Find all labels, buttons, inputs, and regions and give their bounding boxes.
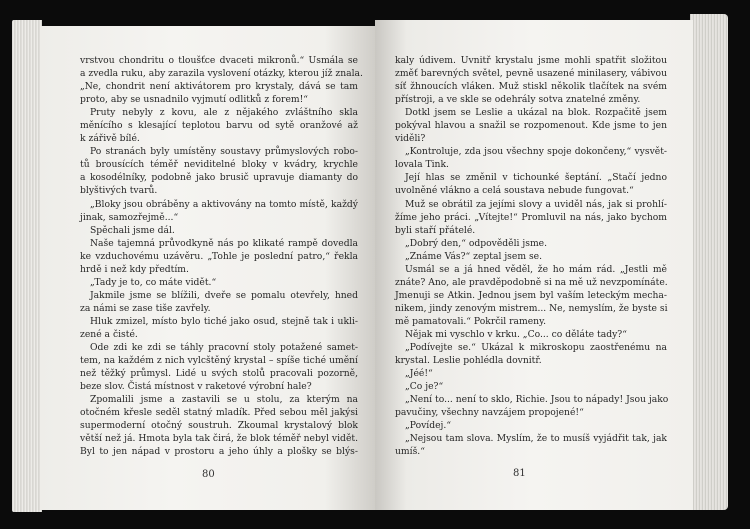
text-line: supermoderní otočný soustruh. Zkoumal krystalový blok [80,420,358,432]
text-line: zené a čisté. [80,328,138,340]
text-line: byli staří přátelé. [395,224,476,236]
text-line: za námi se zase tiše zavřely. [80,302,211,314]
text-line: Zpomalili jsme a zastavili se u stolu, za kterým na [90,394,358,406]
text-line: Muž se obrátil za jejími slovy a uviděl nás, jak si prohlí- [405,198,667,210]
text-line: mě pamatovali.“ Pokrčil rameny. [395,315,546,327]
text-line: k zářivě bílé. [80,133,140,145]
text-line: vrstvou chondritu o tloušťce dvaceti mikronů.“ Usmála se [80,55,358,66]
text-line: „Kontroluje, zda jsou všechny spoje dokončeny,“ vysvět- [405,146,667,158]
text-line: hrdě i než kdy předtím. [80,263,189,275]
text-line: než těžký průmysl. Lidé u svých stolů pracovali pozorně, [80,368,358,380]
text-line: kaly údivem. Uvnitř krystalu jsme mohli spatřit složitou [395,55,667,66]
text-line: Nějak mi vyschlo v krku. „Co... co děláte tady?“ [405,328,627,340]
text-line: „Dobrý den,“ odpověděli jsme. [405,237,548,249]
text-line: „Známe Vás?“ zeptal jsem se. [405,250,543,262]
text-line: „Povídej.“ [405,420,452,432]
text-line: beze slov. Čistá místnost v raketové výrobní hale? [80,381,312,393]
text-line: a zvedla ruku, aby zarazila vyslovení otázky, kterou jíž znala. [80,68,363,80]
text-line: Byl to jen nápad v prostoru a jeho úhly a plošky se blýs- [80,446,358,458]
text-line: „Podívejte se.“ Ukázal k mikroskopu zaostřenému na [405,342,667,354]
text-line: Spěchali jsme dál. [90,224,175,236]
text-line: Hluk zmizel, místo bylo tiché jako osud, stejně tak i ukli- [90,315,358,327]
text-line: otočném křesle seděl statný mladík. Před sebou měl jakýsi [80,407,358,419]
text-line: krystal. Leslie pohlédla dovnitř. [395,355,542,367]
text-line: Po stranách byly umístěny soustavy průmyslových robo- [90,146,358,158]
text-line: blyštivých tvarů. [80,185,158,197]
right-page-text [395,54,667,458]
page-number-right: 81 [513,468,526,479]
text-line: síť žhnoucích vláken. Muž stiskl několik tlačítek na svém [395,81,667,93]
text-line: Ode zdi ke zdi se táhly pracovní stoly potažené samet- [90,342,358,354]
text-line: tů brousících téměř neviditelné bloky v kvádry, krychle [80,159,358,171]
text-line: „Bloky jsou obráběny a aktivovány na tomto místě, každý [90,198,358,210]
text-line: větší než já. Hmota byla tak čirá, že blok téměř nebyl vidět. [80,433,358,445]
text-line: měnícího s klesající teplotou barvu od sytě oranžové až [80,120,358,132]
text-line: ke vzduchovému uzávěru. „Tohle je poslední patro,“ řekla [80,250,358,262]
text-line: znáte? Ano, ale pravděpodobně si na mě už nevzpomínáte. [395,276,668,288]
text-line: „Ne, chondrit není aktivátorem pro krystaly, dává se tam [80,81,358,93]
left-page-text [80,54,363,458]
text-line: Jmenuji se Atkin. Jednou jsem byl vaším leteckým mecha- [395,289,667,301]
text-line: umíš.“ [395,446,425,458]
text-line: „Nejsou tam slova. Myslím, že to musíš vyjádřit tak, jak [405,433,667,445]
text-line: lovala Tink. [395,159,449,171]
text-line: žíme jeho práci. „Vítejte!“ Promluvil na nás, jako bychom [395,211,667,223]
text-line: proto, aby se usnadnilo vyjmutí odlitků z forem!“ [80,94,308,106]
text-line: jinak, samozřejmě...“ [80,211,179,223]
right-page [375,20,693,510]
text-line: Dotkl jsem se Leslie a ukázal na blok. Rozpačitě jsem [405,107,667,119]
text-line: Jakmile jsme se blížili, dveře se pomalu otevřely, hned [90,289,358,301]
text-line: uvolněné vlákno a celá soustava nebude fungovat.“ [395,185,634,197]
page-edges-left [12,20,42,512]
text-line: tem, na každém z nich vylcštěný krystal – spíše tiché umění [80,355,358,367]
text-line: Usmál se a já hned věděl, že ho mám rád. „Jestli mě [405,263,667,275]
text-line: změť barevných světel, pevně usazené minilasery, vábivou [395,68,667,80]
page-edges-right [690,14,728,510]
text-line: Její hlas se změnil v tichounké šeptání. „Stačí jedno [405,172,667,184]
text-line: „Co je?“ [405,381,444,393]
page-number-left: 80 [202,469,215,480]
text-line: a kosodélníky, podobně jako brusič upravuje diamanty do [80,172,358,184]
text-line: „Jéé!“ [405,368,433,380]
text-line: „Není to... není to sklo, Richie. Jsou to nápady! Jsou jako [405,394,669,406]
text-line: pavučiny, všechny navzájem propojené!“ [395,407,584,419]
text-line: Naše tajemná průvodkyně nás po klikaté rampě dovedla [90,237,358,249]
text-line: viděli? [395,133,426,145]
text-line: pokýval hlavou a snažil se rozpomenout. Kde jsme to jen [395,120,667,132]
text-line: nikem, jindy zenovým mistrem... Ne, nemyslím, že byste si [395,302,668,314]
text-line: „Tady je to, co máte vidět.“ [90,276,217,288]
text-line: Pruty nebyly z kovu, ale z nějakého zvláštního skla [90,107,358,119]
text-line: přístroji, a ve skle se odehrály sotva znatelné změny. [395,94,641,106]
left-page [40,26,375,510]
